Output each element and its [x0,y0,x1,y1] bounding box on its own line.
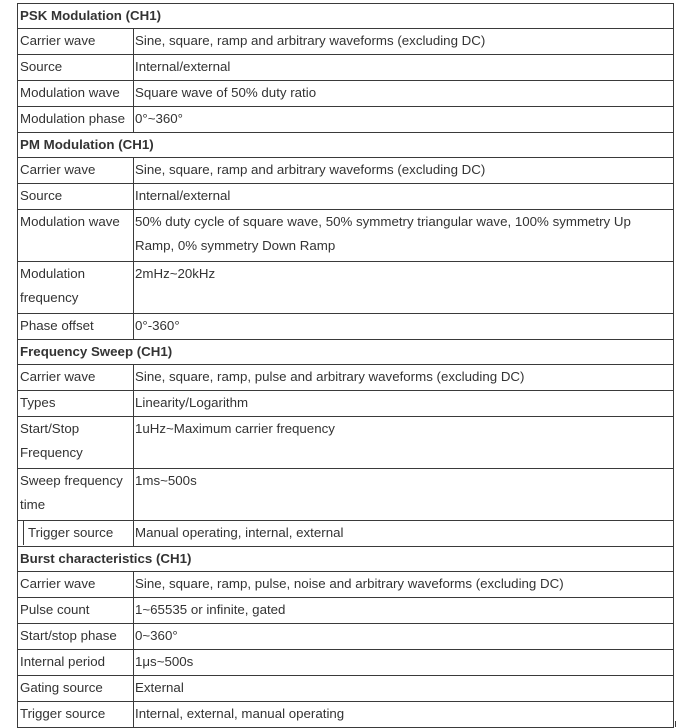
section-title: Burst characteristics (CH1) [18,547,674,572]
row-label: Phase offset [18,314,134,340]
table-row [18,391,674,417]
table-row [18,676,674,702]
row-label: Trigger source [18,702,134,728]
table-row [18,29,674,55]
row-value: 2mHz~20kHz [134,262,674,314]
row-value: 1ms~500s [134,469,674,521]
table-row [18,158,674,184]
row-label: Types [18,391,134,417]
row-value: 0°-360° [134,314,674,340]
row-label: Sweep frequency time [18,469,134,521]
table-row [18,624,674,650]
table-row [18,314,674,340]
row-label: Source [18,184,134,210]
row-value: Square wave of 50% duty ratio [134,81,674,107]
section-header [18,4,674,29]
row-value: Internal/external [134,184,674,210]
row-value: 1μs~500s [134,650,674,676]
row-value: 0~360° [134,624,674,650]
row-label: Carrier wave [18,29,134,55]
row-label: Modulation frequency [18,262,134,314]
section-header [18,340,674,365]
table-row [18,365,674,391]
row-value: Sine, square, ramp and arbitrary waveforms (excluding DC) [134,158,674,184]
table-row [18,650,674,676]
table-row [18,55,674,81]
row-label: Gating source [18,676,134,702]
section-header [18,547,674,572]
row-value: External [134,676,674,702]
row-value: 0°~360° [134,107,674,133]
row-value: Sine, square, ramp and arbitrary waveforms (excluding DC) [134,29,674,55]
section-header [18,133,674,158]
row-value: 50% duty cycle of square wave, 50% symmetry triangular wave, 100% symmetry Up Ramp, 0% symmetry Down Ramp [134,210,674,262]
row-label: Start/Stop Frequency [18,417,134,469]
row-label-cell [18,521,134,547]
row-label: Carrier wave [18,365,134,391]
table-row [18,210,674,262]
row-value: Internal/external [134,55,674,81]
column-divider [133,721,134,727]
section-title: PM Modulation (CH1) [18,133,674,158]
row-label: Pulse count [18,598,134,624]
table-row [18,262,674,314]
row-label: Modulation wave [18,210,134,262]
row-label: Carrier wave [18,158,134,184]
row-value: Sine, square, ramp, pulse, noise and arbitrary waveforms (excluding DC) [134,572,674,598]
row-label: Source [18,55,134,81]
table-row [18,598,674,624]
table-row [18,521,674,547]
row-label: Internal period [18,650,134,676]
table-row [18,417,674,469]
row-value: 1~65535 or infinite, gated [134,598,674,624]
table-row [18,107,674,133]
row-value: Internal, external, manual operating [134,702,674,728]
row-label: Modulation wave [18,81,134,107]
row-value: Linearity/Logarithm [134,391,674,417]
table-row [18,81,674,107]
table-row [18,184,674,210]
row-value: Sine, square, ramp, pulse and arbitrary waveforms (excluding DC) [134,365,674,391]
row-value: Manual operating, internal, external [134,521,674,547]
row-label: Modulation phase [18,107,134,133]
row-label: Trigger source [23,521,113,545]
table-continuation [17,721,676,727]
section-title: Frequency Sweep (CH1) [18,340,674,365]
section-title: PSK Modulation (CH1) [18,4,674,29]
row-label: Carrier wave [18,572,134,598]
spec-table [17,3,674,728]
table-row [18,572,674,598]
table-row [18,469,674,521]
row-value: 1uHz~Maximum carrier frequency [134,417,674,469]
row-label: Start/stop phase [18,624,134,650]
